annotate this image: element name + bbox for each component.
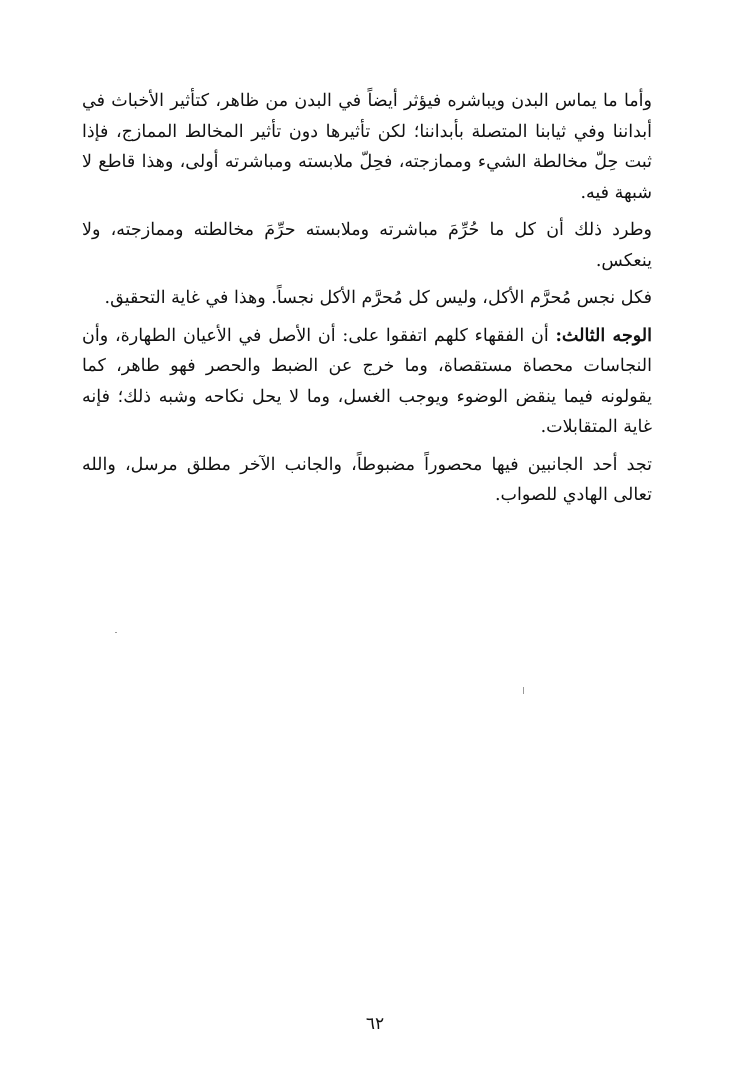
paragraph-1 [82,86,652,208]
paragraph-5 [82,450,652,511]
paragraph-4-heading: الوجه الثالث: [555,325,652,346]
paragraph-4 [82,321,652,443]
paragraph-1-text: وأما ما يماس البدن ويباشره فيؤثر أيضاً في البدن من ظاهر، كتأثير الأخباث في أبداننا وفي ثيابنا المتصلة بأبداننا؛ لكن تأثيرها دون تأثير المخالط الممازج، فإذا ثبت حِلّ مخالطة الشيء وممازجته، فحِلّ ملابسته ومباشرته أولى، وهذا قاطع لا شبهة فيه. [82,91,652,203]
paragraph-4-text: أن الفقهاء كلهم اتفقوا على: أن الأصل في الأعيان الطهارة، وأن النجاسات محصاة مستقصاة، وما خرج عن الضبط والحصر فهو طاهر، كما يقولونه فيما ينقض الوضوء ويوجب الغسل، وما لا يحل نكاحه وشبه ذلك؛ فإنه غاية المتقابلات. [82,325,652,437]
page-number: ٦٢ [365,1014,385,1034]
paragraph-3 [82,283,652,314]
body-text [82,86,652,518]
paragraph-5-text: تجد أحد الجانبين فيها محصوراً مضبوطاً، والجانب الآخر مطلق مرسل، والله تعالى الهادي للصواب. [82,454,652,505]
scan-speck [115,632,117,633]
paragraph-2-text: وطرد ذلك أن كل ما حُرِّمَ مباشرته وملابسته حرِّمَ مخالطته وممازجته، ولا ينعكس. [82,220,652,271]
paragraph-3-text: فكل نجس مُحرَّم الأكل، وليس كل مُحرَّم الأكل نجساً. وهذا في غاية التحقيق. [104,288,652,308]
scan-speck [523,687,524,694]
paragraph-2 [82,215,652,276]
